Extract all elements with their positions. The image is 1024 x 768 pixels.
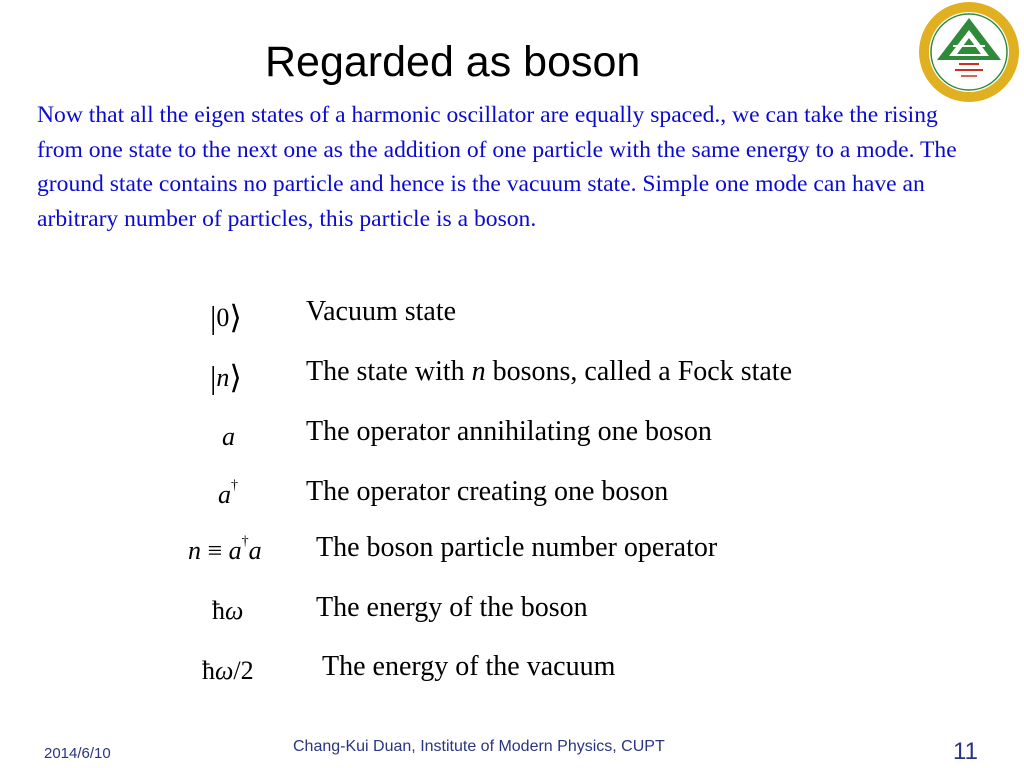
vacuum-state-description: Vacuum state	[306, 296, 457, 327]
number-operator-symbol: n ≡ a†a	[188, 534, 262, 565]
footer-author: Chang-Kui Duan, Institute of Modern Physics, CUPT	[293, 738, 665, 755]
annihilation-operator-description: The operator annihilating one boson	[306, 416, 712, 447]
slide-title: Regarded as boson	[265, 38, 641, 86]
fock-state-description: The state with n bosons, called a Fock state	[306, 356, 792, 387]
creation-operator-description: The operator creating one boson	[306, 476, 669, 507]
boson-energy-symbol: ħω	[212, 596, 244, 625]
fock-ket-symbol: |n⟩	[210, 359, 242, 395]
vacuum-energy-symbol: ħω/2	[202, 656, 254, 685]
number-operator-description: The boson particle number operator	[316, 532, 718, 563]
university-emblem-icon	[917, 0, 1021, 104]
annihilation-operator-symbol: a	[222, 422, 235, 451]
vacuum-ket-symbol: |0⟩	[210, 299, 242, 335]
boson-energy-description: The energy of the boson	[316, 592, 588, 623]
intro-paragraph: Now that all the eigen states of a harmonic oscillator are equally spaced., we can take the rising from one state to the next one as the addition of one particle with the same energy to a mode. The ground state contains no particle and hence is the vacuum state. Simple one mode can have an arbitrary number of particles, this particle is a boson.	[37, 102, 957, 232]
vacuum-energy-description: The energy of the vacuum	[322, 651, 616, 682]
creation-operator-symbol: a†	[218, 478, 238, 509]
footer-date: 2014/6/10	[44, 745, 111, 762]
page-number: 11	[953, 738, 978, 765]
